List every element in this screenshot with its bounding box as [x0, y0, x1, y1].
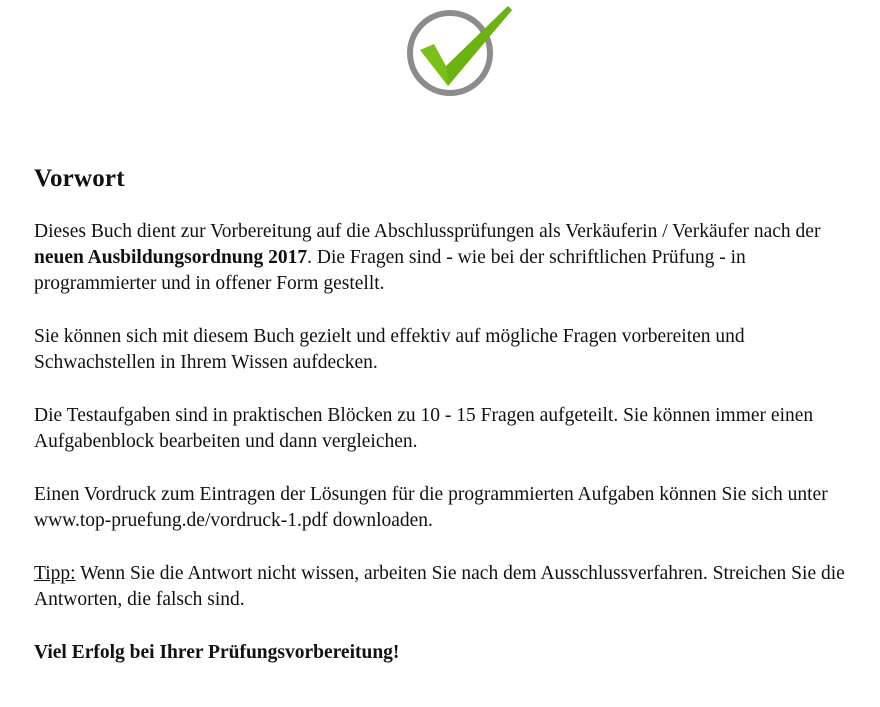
paragraph-intro-text-2: . Die Fragen sind - wie bei der schriftlichen Prüfung - in programmierter und in offener Form gestellt.: [34, 247, 746, 294]
paragraph-blocks: Die Testaufgaben sind in praktischen Blöcken zu 10 - 15 Fragen aufgeteilt. Sie können immer einen Aufgabenblock bearbeiten und dann vergleichen.: [34, 405, 814, 452]
preface-section: [34, 163, 854, 693]
paragraph-download: Einen Vordruck zum Eintragen der Lösungen für die programmierten Aufgaben können Sie sich unter www.top-pruefung.de/vordruck-1.pdf downloaden.: [34, 484, 828, 531]
paragraph-intro: [34, 219, 854, 297]
paragraph-purpose: Sie können sich mit diesem Buch gezielt und effektiv auf mögliche Fragen vorbereiten und Schwachstellen in Ihrem Wissen aufdecken.: [34, 326, 745, 373]
closing-line: Viel Erfolg bei Ihrer Prüfungsvorbereitung!: [34, 642, 400, 663]
paragraph-intro-bold: neuen Ausbildungsordnung 2017: [34, 247, 308, 268]
checkmark-icon: [404, 4, 516, 98]
page-title: Vorwort: [34, 165, 125, 192]
tip-label: Tipp:: [34, 563, 76, 584]
paragraph-intro-text-1: Dieses Buch dient zur Vorbereitung auf die Abschlussprüfungen als Verkäuferin / Verkäufer nach der: [34, 221, 821, 242]
paragraph-tip: [34, 561, 854, 613]
checkmark-logo: [404, 4, 516, 98]
tip-text: Wenn Sie die Antwort nicht wissen, arbeiten Sie nach dem Ausschlussverfahren. Streichen Sie die Antworten, die falsch sind.: [34, 563, 845, 610]
